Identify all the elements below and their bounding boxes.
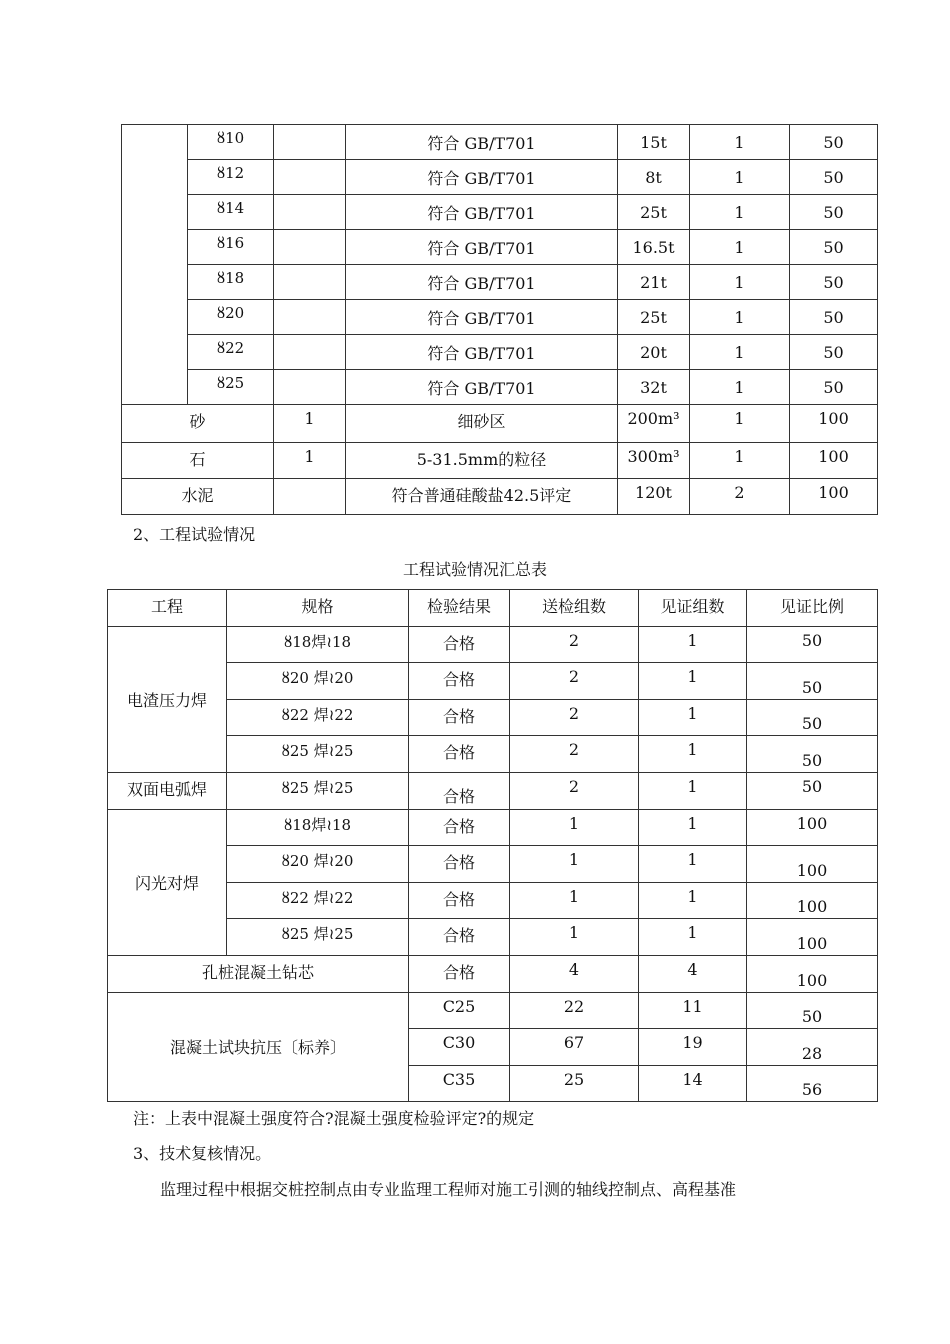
- witness-cell: 1: [639, 846, 747, 883]
- witness-cell: 1: [639, 882, 747, 919]
- result-cell: 合格: [409, 919, 510, 956]
- witness-cell: 14: [639, 1065, 747, 1102]
- result-cell: 合格: [409, 699, 510, 736]
- empty-cell: [274, 265, 346, 300]
- project-name-concrete: 混凝土试块抗压〔标养〕: [108, 992, 409, 1102]
- weld-spec: ȣ20 焊≀20: [227, 663, 409, 700]
- column-header: 规格: [227, 590, 409, 627]
- result-cell: 合格: [409, 809, 510, 846]
- table-row: [108, 626, 878, 663]
- ratio-cell: 100: [747, 846, 878, 883]
- empty-cell: [274, 195, 346, 230]
- column-header: 工程: [108, 590, 227, 627]
- witness-cell: 1: [639, 736, 747, 773]
- empty-cell: [274, 160, 346, 195]
- table-row: [108, 992, 878, 1029]
- material-name: 水泥: [122, 479, 274, 515]
- ratio-cell: 50: [790, 335, 878, 370]
- standard-cell: 符合 GB/T701: [346, 230, 618, 265]
- standard-cell: 符合 GB/T701: [346, 195, 618, 230]
- column-header: 送检组数: [510, 590, 639, 627]
- ratio-cell: 100: [790, 405, 878, 443]
- standard-cell: 符合 GB/T701: [346, 370, 618, 405]
- result-cell: 合格: [409, 626, 510, 663]
- witness-cell: 1: [639, 663, 747, 700]
- quantity-cell: 8t: [618, 160, 690, 195]
- quantity-cell: 32t: [618, 370, 690, 405]
- groups-cell: 1: [690, 230, 790, 265]
- column-header: 检验结果: [409, 590, 510, 627]
- ratio-cell: 100: [790, 443, 878, 479]
- table-row: [122, 300, 878, 335]
- ratio-cell: 50: [790, 195, 878, 230]
- result-cell: 合格: [409, 663, 510, 700]
- witness-cell: 1: [639, 772, 747, 809]
- empty-cell: [274, 230, 346, 265]
- rebar-spec: ȣ25: [188, 370, 274, 405]
- grade-cell: C30: [409, 1029, 510, 1066]
- table2-caption: 工程试验情况汇总表: [402, 560, 547, 579]
- sent-cell: 22: [510, 992, 639, 1029]
- groups-cell: 1: [690, 405, 790, 443]
- rebar-spec: ȣ12: [188, 160, 274, 195]
- sent-cell: 2: [510, 699, 639, 736]
- quantity-cell: 120t: [618, 479, 690, 515]
- witness-cell: 1: [639, 699, 747, 736]
- rebar-spec: ȣ10: [188, 125, 274, 160]
- rebar-spec: ȣ16: [188, 230, 274, 265]
- standard-cell: 符合 GB/T701: [346, 265, 618, 300]
- witness-cell: 19: [639, 1029, 747, 1066]
- sent-cell: 25: [510, 1065, 639, 1102]
- quantity-cell: 25t: [618, 195, 690, 230]
- sent-cell: 2: [510, 663, 639, 700]
- ratio-cell: 28: [747, 1029, 878, 1066]
- witness-cell: 1: [639, 809, 747, 846]
- grade-cell: C25: [409, 992, 510, 1029]
- project-name-flash: 闪光对焊: [108, 809, 227, 955]
- project-name-core: 孔桩混凝土钻芯: [108, 955, 409, 992]
- standard-cell: 符合 GB/T701: [346, 125, 618, 160]
- witness-cell: 1: [639, 919, 747, 956]
- sent-cell: 2: [510, 772, 639, 809]
- rebar-group-cell: [122, 125, 188, 405]
- standard-cell: 细砂区: [346, 405, 618, 443]
- empty-cell: [274, 125, 346, 160]
- groups-cell: 2: [690, 479, 790, 515]
- test-summary-table: [107, 589, 878, 1102]
- groups-cell: 1: [690, 195, 790, 230]
- ratio-cell: 50: [747, 772, 878, 809]
- table-row: [122, 370, 878, 405]
- project-name-double-arc: 双面电弧焊: [108, 772, 227, 809]
- quantity-cell: 15t: [618, 125, 690, 160]
- table-row: [108, 955, 878, 992]
- ratio-cell: 50: [790, 125, 878, 160]
- quantity-cell: 16.5t: [618, 230, 690, 265]
- ratio-cell: 50: [747, 736, 878, 773]
- weld-spec: ȣ18焊≀18: [227, 626, 409, 663]
- ratio-cell: 50: [790, 370, 878, 405]
- weld-spec: ȣ20 焊≀20: [227, 846, 409, 883]
- witness-cell: 1: [639, 626, 747, 663]
- table-note: 注：上表中混凝土强度符合?混凝土强度检验评定?的规定: [133, 1109, 535, 1128]
- groups-cell: 1: [690, 265, 790, 300]
- table-row: [122, 265, 878, 300]
- ratio-cell: 50: [790, 160, 878, 195]
- sent-cell: 1: [510, 846, 639, 883]
- material-name: 石: [122, 443, 274, 479]
- sent-cell: 4: [510, 955, 639, 992]
- quantity-cell: 20t: [618, 335, 690, 370]
- material-name: 砂: [122, 405, 274, 443]
- groups-cell: 1: [690, 125, 790, 160]
- table-row: [122, 405, 878, 443]
- ratio-cell: 50: [747, 699, 878, 736]
- groups-cell: 1: [690, 160, 790, 195]
- table-row: [122, 195, 878, 230]
- sent-cell: 1: [510, 882, 639, 919]
- quantity-cell: 21t: [618, 265, 690, 300]
- groups-cell: 1: [690, 300, 790, 335]
- weld-spec: ȣ25 焊≀25: [227, 736, 409, 773]
- rebar-spec: ȣ20: [188, 300, 274, 335]
- rebar-spec: ȣ14: [188, 195, 274, 230]
- column-header: 见证比例: [747, 590, 878, 627]
- ratio-cell: 100: [790, 479, 878, 515]
- table-row: [122, 443, 878, 479]
- empty-cell: [274, 370, 346, 405]
- count-cell: 1: [274, 443, 346, 479]
- empty-cell: [274, 300, 346, 335]
- result-cell: 合格: [409, 772, 510, 809]
- ratio-cell: 100: [747, 809, 878, 846]
- ratio-cell: 56: [747, 1065, 878, 1102]
- count-cell: 1: [274, 405, 346, 443]
- quantity-cell: 200m³: [618, 405, 690, 443]
- material-inspection-table: [121, 124, 878, 515]
- result-cell: 合格: [409, 955, 510, 992]
- groups-cell: 1: [690, 335, 790, 370]
- sent-cell: 1: [510, 919, 639, 956]
- ratio-cell: 50: [747, 992, 878, 1029]
- section3-heading: 3、技术复核情况。: [133, 1144, 272, 1163]
- sent-cell: 1: [510, 809, 639, 846]
- sent-cell: 67: [510, 1029, 639, 1066]
- ratio-cell: 100: [747, 919, 878, 956]
- standard-cell: 符合 GB/T701: [346, 300, 618, 335]
- column-header: 见证组数: [639, 590, 747, 627]
- sent-cell: 2: [510, 626, 639, 663]
- ratio-cell: 50: [790, 230, 878, 265]
- witness-cell: 11: [639, 992, 747, 1029]
- rebar-spec: ȣ22: [188, 335, 274, 370]
- standard-cell: 5-31.5mm的粒径: [346, 443, 618, 479]
- project-name-electroslag: 电渣压力焊: [108, 626, 227, 772]
- sent-cell: 2: [510, 736, 639, 773]
- grade-cell: C35: [409, 1065, 510, 1102]
- table-row: [122, 125, 878, 160]
- standard-cell: 符合 GB/T701: [346, 335, 618, 370]
- table-row: [122, 230, 878, 265]
- ratio-cell: 50: [790, 265, 878, 300]
- groups-cell: 1: [690, 443, 790, 479]
- weld-spec: ȣ22 焊≀22: [227, 699, 409, 736]
- result-cell: 合格: [409, 736, 510, 773]
- result-cell: 合格: [409, 846, 510, 883]
- section3-text: 监理过程中根据交桩控制点由专业监理工程师对施工引测的轴线控制点、高程基准: [160, 1180, 737, 1199]
- weld-spec: ȣ25 焊≀25: [227, 772, 409, 809]
- ratio-cell: 100: [747, 882, 878, 919]
- section2-heading: 2、工程试验情况: [133, 525, 256, 544]
- weld-spec: ȣ22 焊≀22: [227, 882, 409, 919]
- result-cell: 合格: [409, 882, 510, 919]
- ratio-cell: 50: [790, 300, 878, 335]
- weld-spec: ȣ18焊≀18: [227, 809, 409, 846]
- witness-cell: 4: [639, 955, 747, 992]
- groups-cell: 1: [690, 370, 790, 405]
- ratio-cell: 50: [747, 626, 878, 663]
- weld-spec: ȣ25 焊≀25: [227, 919, 409, 956]
- table-row: [122, 160, 878, 195]
- standard-cell: 符合 GB/T701: [346, 160, 618, 195]
- ratio-cell: 50: [747, 663, 878, 700]
- quantity-cell: 25t: [618, 300, 690, 335]
- ratio-cell: 100: [747, 955, 878, 992]
- empty-cell: [274, 335, 346, 370]
- rebar-spec: ȣ18: [188, 265, 274, 300]
- count-cell: [274, 479, 346, 515]
- table-row: [108, 590, 878, 627]
- quantity-cell: 300m³: [618, 443, 690, 479]
- table-row: [108, 809, 878, 846]
- table-row: [122, 479, 878, 515]
- table-row: [108, 772, 878, 809]
- table-row: [122, 335, 878, 370]
- standard-cell: 符合普通硅酸盐42.5评定: [346, 479, 618, 515]
